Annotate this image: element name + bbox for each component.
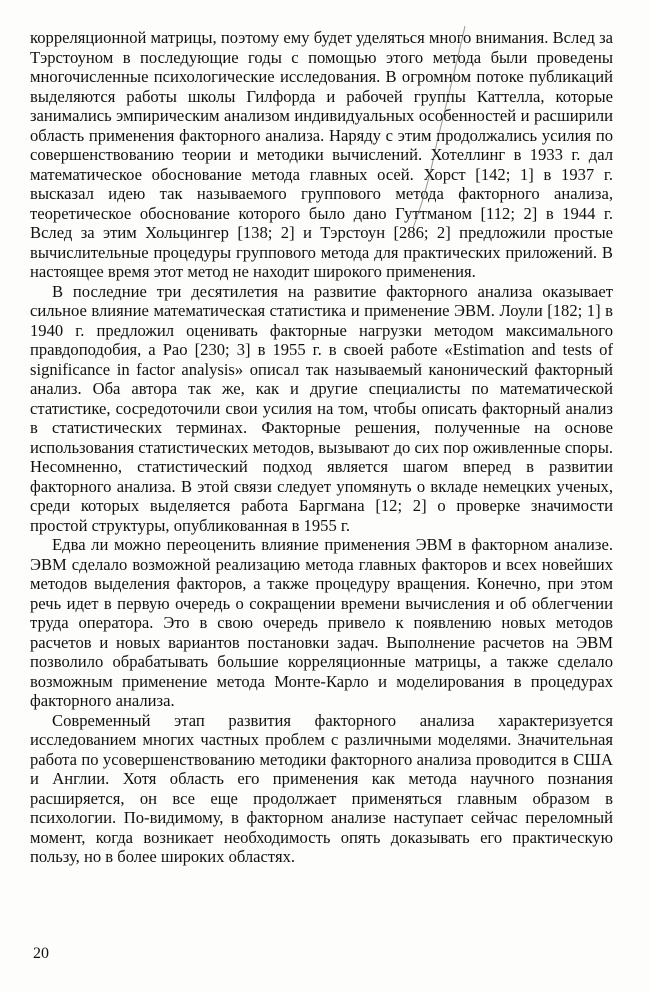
paragraph-1: корреляционной матрицы, поэтому ему будет уделяться много внимания. Вслед за Тэрстоуном в последующие годы с помощью этого метода были проведены многочисленные психологические исследования. В огромном потоке публикаций выделяются работы школы Гилфорда и рабочей группы Каттелла, которые занимались эмпирическим анализом индивидуальных особенностей и расширили область применения факторного анализа. Наряду с этим продолжались усилия по совершенствованию теории и методики вычислений. Хотеллинг в 1933 г. дал математическое обоснование метода главных осей. Хорст [142; 1] в 1937 г. высказал идею так называемого группового метода факторного анализа, теоретическое обоснование которого было дано Гуттманом [112; 2] в 1944 г. Вслед за этим Хольцингер [138; 2] и Тэрстоун [286; 2] предложили простые вычислительные процедуры группового метода для практических приложений. В настоящее время этот метод не находит широкого применения.: [30, 28, 613, 281]
body-text: [30, 28, 613, 867]
paragraph-2: В последние три десятилетия на развитие факторного анализа оказывает сильное влияние математическая статистика и применение ЭВМ. Лоули [182; 1] в 1940 г. предложил оценивать факторные нагрузки методом максимального правдоподобия, а Рао [230; 3] в 1955 г. в своей работе «Estimation and tests of significance in factor analysis» описал так называемый канонический факторный анализ. Оба автора так же, как и другие специалисты по математической статистике, сосредоточили свои усилия на том, чтобы описать факторный анализ в статистических терминах. Факторные решения, полученные на основе использования статистических методов, вызывают до сих пор оживленные споры. Несомненно, статистический подход является шагом вперед в развитии факторного анализа. В этой связи следует упомянуть о вкладе немецких ученых, среди которых выделяется работа Баргмана [12; 2] о проверке значимости простой структуры, опубликованная в 1955 г.: [30, 281, 613, 535]
paragraph-3: Едва ли можно переоценить влияние применения ЭВМ в факторном анализе. ЭВМ сделало возможной реализацию метода главных факторов и всех новейших методов выделения факторов, а также процедуру вращения. Конечно, при этом речь идет в первую очередь о сокращении времени вычисления и об облегчении труда оператора. Это в свою очередь привело к появлению новых методов расчетов и новых вариантов постановки задач. Выполнение расчетов на ЭВМ позволило обрабатывать большие корреляционные матрицы, а также сделало возможным применение метода Монте-Карло и моделирования в процедурах факторного анализа.: [30, 535, 613, 710]
page-number: 20: [33, 945, 49, 962]
paragraph-4: Современный этап развития факторного анализа характеризуется исследованием многих частных проблем с различными моделями. Значительная работа по усовершенствованию методики факторного анализа проводится в США и Англии. Хотя область его применения как метода научного познания расширяется, он все еще продолжает применяться главным образом в психологии. По-видимому, в факторном анализе наступает сейчас переломный момент, когда возникает необходимость опять доказывать его практическую пользу, но в более широких областях.: [30, 710, 613, 866]
